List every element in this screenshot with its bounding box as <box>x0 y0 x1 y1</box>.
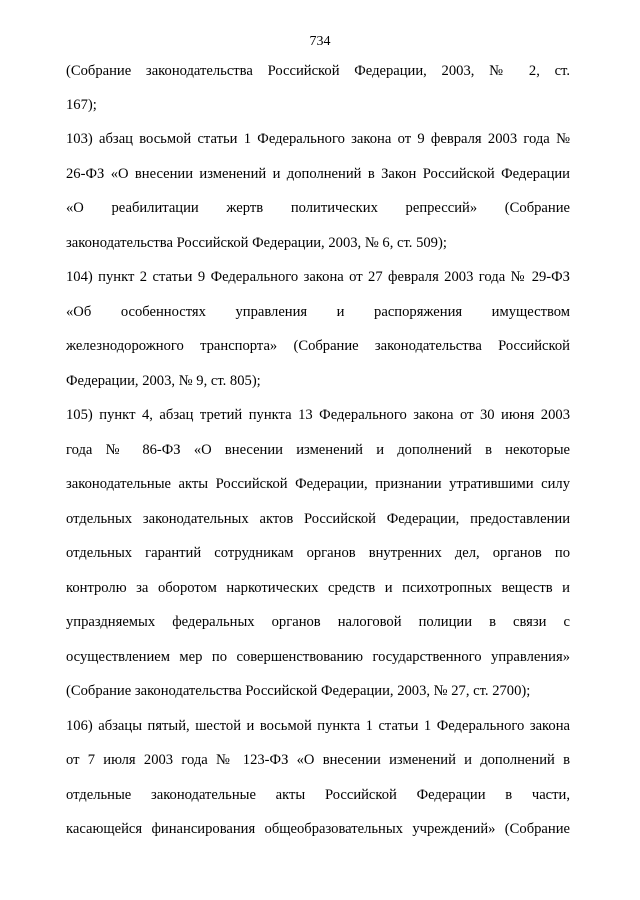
text-line: «Об особенностях управления и распоряжения имуществом <box>66 304 570 320</box>
text-line: осуществлением мер по совершенствованию государственного управления» <box>66 649 570 665</box>
text-line: 104) пункт 2 статьи 9 Федерального закона от 27 февраля 2003 года № 29-ФЗ <box>66 269 570 285</box>
text-line: железнодорожного транспорта» (Собрание законодательства Российской <box>66 338 570 354</box>
text-line: 167); <box>66 97 97 113</box>
text-line: Федерации, 2003, № 9, ст. 805); <box>66 373 261 389</box>
text-line: отдельных гарантий сотрудникам органов внутренних дел, органов по <box>66 545 570 561</box>
text-line: 105) пункт 4, абзац третий пункта 13 Федерального закона от 30 июня 2003 <box>66 407 570 423</box>
text-line: 106) абзацы пятый, шестой и восьмой пункта 1 статьи 1 Федерального закона <box>66 718 570 734</box>
text-line: упраздняемых федеральных органов налоговой полиции в связи с <box>66 614 570 630</box>
text-line: (Собрание законодательства Российской Федерации, 2003, № 27, ст. 2700); <box>66 683 531 699</box>
text-line: отдельные законодательные акты Российской Федерации в части, <box>66 787 570 803</box>
text-line: года № 86-ФЗ «О внесении изменений и дополнений в некоторые <box>66 442 570 458</box>
page-number: 734 <box>309 34 331 49</box>
text-line: 26-ФЗ «О внесении изменений и дополнений в Закон Российской Федерации <box>66 166 570 182</box>
text-line: законодательства Российской Федерации, 2003, № 6, ст. 509); <box>66 235 447 251</box>
text-line: 103) абзац восьмой статьи 1 Федерального закона от 9 февраля 2003 года № <box>66 131 570 147</box>
text-line: отдельных законодательных актов Российской Федерации, предоставлении <box>66 511 570 527</box>
text-line: от 7 июля 2003 года № 123-ФЗ «О внесении изменений и дополнений в <box>66 752 570 768</box>
text-line: законодательные акты Российской Федерации, признании утратившими силу <box>66 476 570 492</box>
text-line: касающейся финансирования общеобразовательных учреждений» (Собрание <box>66 821 570 837</box>
text-line: «О реабилитации жертв политических репрессий» (Собрание <box>66 200 570 216</box>
text-line: (Собрание законодательства Российской Федерации, 2003, № 2, ст. <box>66 63 570 79</box>
text-line: контролю за оборотом наркотических средств и психотропных веществ и <box>66 580 570 596</box>
